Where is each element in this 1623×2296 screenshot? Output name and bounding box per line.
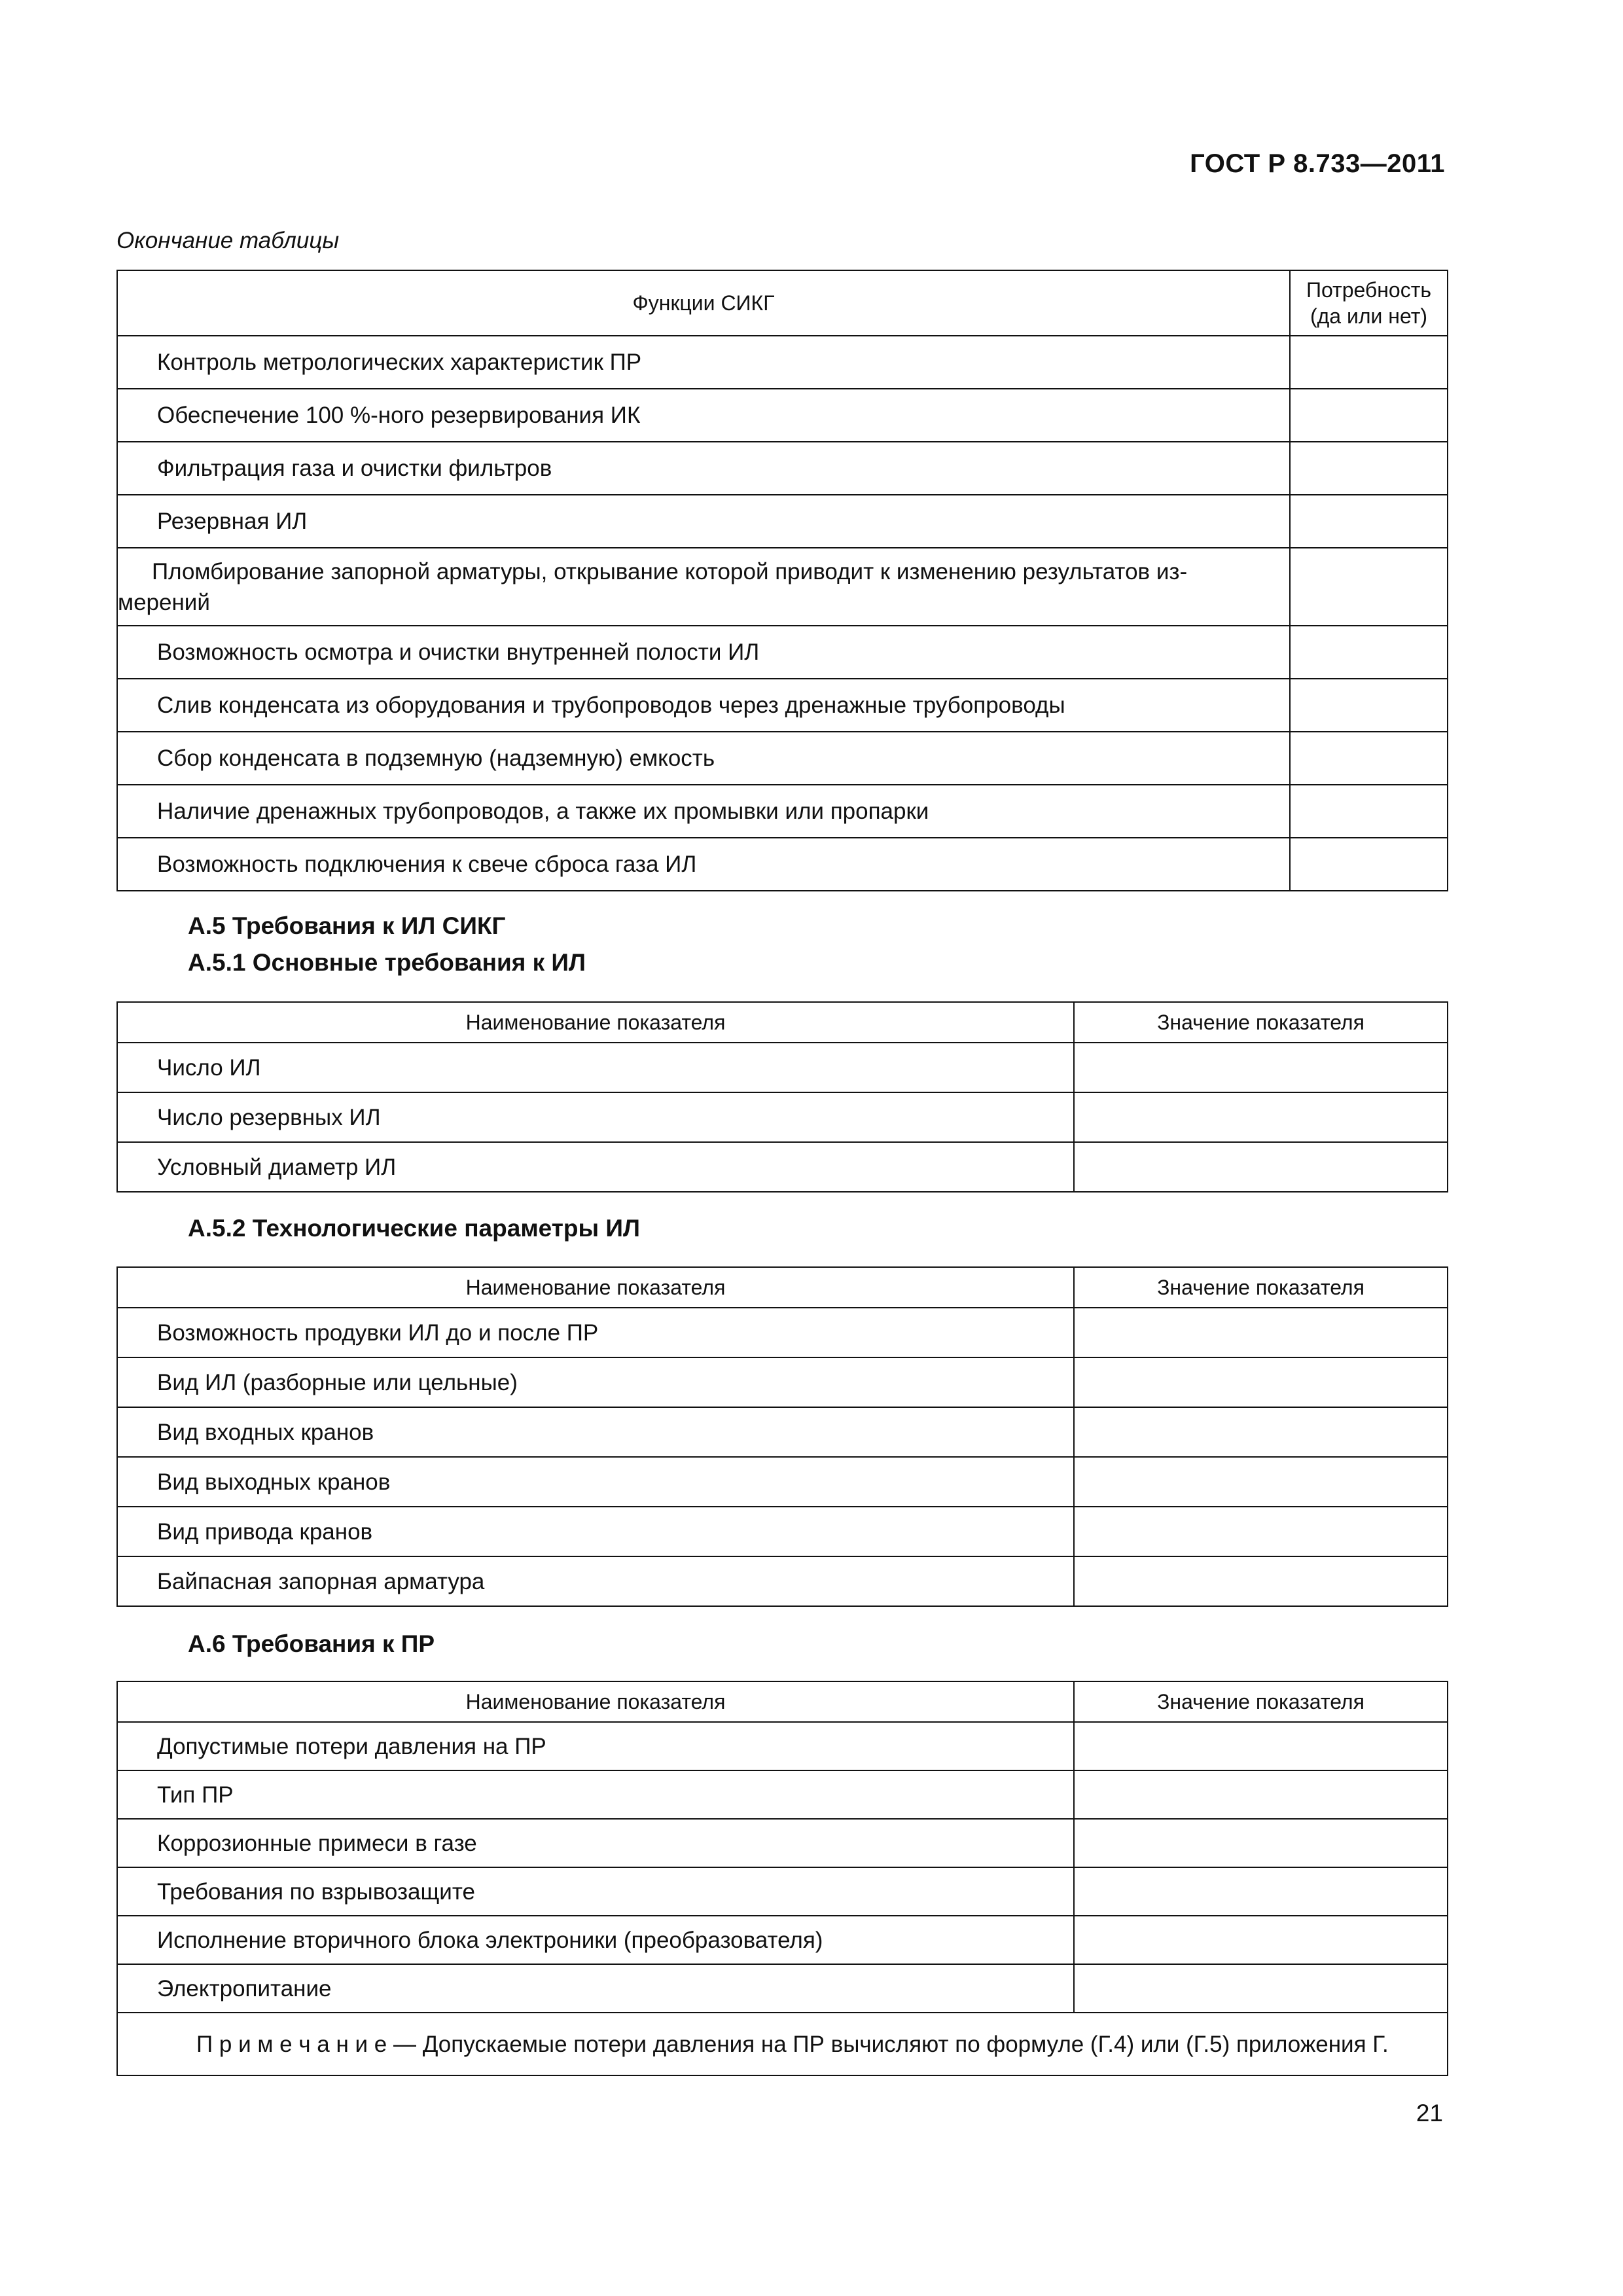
process-parameters-table (116, 1266, 1448, 1607)
indicator-cell: Вид входных кранов (117, 1407, 1074, 1457)
table-note (117, 2013, 1448, 2075)
column-header-value: Значение показателя (1074, 1002, 1448, 1043)
flowmeter-requirements-table (116, 1681, 1448, 2076)
page-number: 21 (1416, 2100, 1443, 2126)
column-header-need-line2: (да или нет) (1310, 304, 1428, 328)
function-cell: Фильтрация газа и очистки фильтров (117, 442, 1290, 495)
indicator-cell: Условный диаметр ИЛ (117, 1142, 1074, 1192)
value-cell (1074, 1507, 1448, 1556)
indicator-cell: Возможность продувки ИЛ до и после ПР (117, 1308, 1074, 1357)
table-row (117, 1722, 1448, 1770)
table-row (117, 626, 1448, 679)
indicator-cell: Допустимые потери давления на ПР (117, 1722, 1074, 1770)
table-row (117, 1407, 1448, 1457)
note-row (117, 2013, 1448, 2075)
function-cell: Контроль метрологических характеристик ПР (117, 336, 1290, 389)
table-row (117, 1867, 1448, 1916)
function-cell: Возможность осмотра и очистки внутренней полости ИЛ (117, 626, 1290, 679)
function-cell: Слив конденсата из оборудования и трубопроводов через дренажные трубопроводы (117, 679, 1290, 732)
note-text: — Допускаемые потери давления на ПР вычисляют по формуле (Г.4) или (Г.5) приложения Г. (387, 2031, 1389, 2057)
section-heading-a52: А.5.2 Технологические параметры ИЛ (188, 1215, 640, 1242)
indicator-cell: Число резервных ИЛ (117, 1092, 1074, 1142)
table-row (117, 336, 1448, 389)
value-cell (1074, 1722, 1448, 1770)
section-heading-a6: А.6 Требования к ПР (188, 1630, 435, 1657)
table-row (117, 1308, 1448, 1357)
table-row (117, 1556, 1448, 1606)
value-cell (1074, 1770, 1448, 1819)
function-cell-line2: мерений (118, 589, 210, 615)
column-header-indicator: Наименование показателя (117, 1681, 1074, 1722)
column-header-value: Значение показателя (1074, 1267, 1448, 1308)
table-row (117, 1964, 1448, 2013)
value-cell (1074, 1867, 1448, 1916)
indicator-cell: Вид выходных кранов (117, 1457, 1074, 1507)
indicator-cell: Исполнение вторичного блока электроники (преобразователя) (117, 1916, 1074, 1964)
value-cell (1074, 1407, 1448, 1457)
column-header-need (1290, 270, 1448, 336)
function-cell: Наличие дренажных трубопроводов, а также их промывки или пропарки (117, 785, 1290, 838)
table-row (117, 1770, 1448, 1819)
value-cell (1074, 1357, 1448, 1407)
document-code: ГОСТ Р 8.733—2011 (1190, 149, 1445, 178)
indicator-cell: Коррозионные примеси в газе (117, 1819, 1074, 1867)
table-row (117, 679, 1448, 732)
indicator-cell: Электропитание (117, 1964, 1074, 2013)
value-cell (1074, 1092, 1448, 1142)
value-cell (1074, 1457, 1448, 1507)
need-cell (1290, 732, 1448, 785)
value-cell (1074, 1556, 1448, 1606)
indicator-cell: Вид привода кранов (117, 1507, 1074, 1556)
indicator-cell: Тип ПР (117, 1770, 1074, 1819)
value-cell (1074, 1142, 1448, 1192)
need-cell (1290, 442, 1448, 495)
need-cell (1290, 626, 1448, 679)
table-row (117, 548, 1448, 626)
need-cell (1290, 785, 1448, 838)
function-cell (117, 548, 1290, 626)
indicator-cell: Требования по взрывозащите (117, 1867, 1074, 1916)
table-row (117, 838, 1448, 891)
column-header-indicator: Наименование показателя (117, 1267, 1074, 1308)
column-header-functions: Функции СИКГ (117, 270, 1290, 336)
table-row (117, 442, 1448, 495)
table-header-row (117, 1002, 1448, 1043)
functions-table (116, 270, 1448, 891)
function-cell: Возможность подключения к свече сброса газа ИЛ (117, 838, 1290, 891)
need-cell (1290, 495, 1448, 548)
table-row (117, 1457, 1448, 1507)
column-header-indicator: Наименование показателя (117, 1002, 1074, 1043)
need-cell (1290, 838, 1448, 891)
table-row (117, 732, 1448, 785)
function-cell: Обеспечение 100 %-ного резервирования ИК (117, 389, 1290, 442)
table-row (117, 785, 1448, 838)
table-row (117, 1507, 1448, 1556)
table-header-row (117, 1681, 1448, 1722)
table-row (117, 1142, 1448, 1192)
basic-requirements-table (116, 1001, 1448, 1193)
value-cell (1074, 1964, 1448, 2013)
table-row (117, 1092, 1448, 1142)
table-row (117, 1043, 1448, 1092)
table-row (117, 389, 1448, 442)
section-heading-a51: А.5.1 Основные требования к ИЛ (188, 949, 586, 976)
table-continuation-caption: Окончание таблицы (116, 228, 340, 253)
function-cell: Резервная ИЛ (117, 495, 1290, 548)
value-cell (1074, 1819, 1448, 1867)
function-cell-line1: Пломбирование запорной арматуры, открывание которой приводит к изменению результатов из- (152, 558, 1188, 584)
table-row (117, 1819, 1448, 1867)
note-label: П р и м е ч а н и е (196, 2031, 387, 2057)
value-cell (1074, 1043, 1448, 1092)
value-cell (1074, 1916, 1448, 1964)
table-row (117, 1916, 1448, 1964)
value-cell (1074, 1308, 1448, 1357)
need-cell (1290, 679, 1448, 732)
indicator-cell: Вид ИЛ (разборные или цельные) (117, 1357, 1074, 1407)
table-header-row (117, 1267, 1448, 1308)
column-header-need-line1: Потребность (1306, 278, 1432, 302)
table-row (117, 495, 1448, 548)
need-cell (1290, 336, 1448, 389)
function-cell: Сбор конденсата в подземную (надземную) емкость (117, 732, 1290, 785)
column-header-value: Значение показателя (1074, 1681, 1448, 1722)
need-cell (1290, 548, 1448, 626)
indicator-cell: Байпасная запорная арматура (117, 1556, 1074, 1606)
table-row (117, 1357, 1448, 1407)
table-header-row (117, 270, 1448, 336)
need-cell (1290, 389, 1448, 442)
indicator-cell: Число ИЛ (117, 1043, 1074, 1092)
section-heading-a5: А.5 Требования к ИЛ СИКГ (188, 912, 506, 939)
